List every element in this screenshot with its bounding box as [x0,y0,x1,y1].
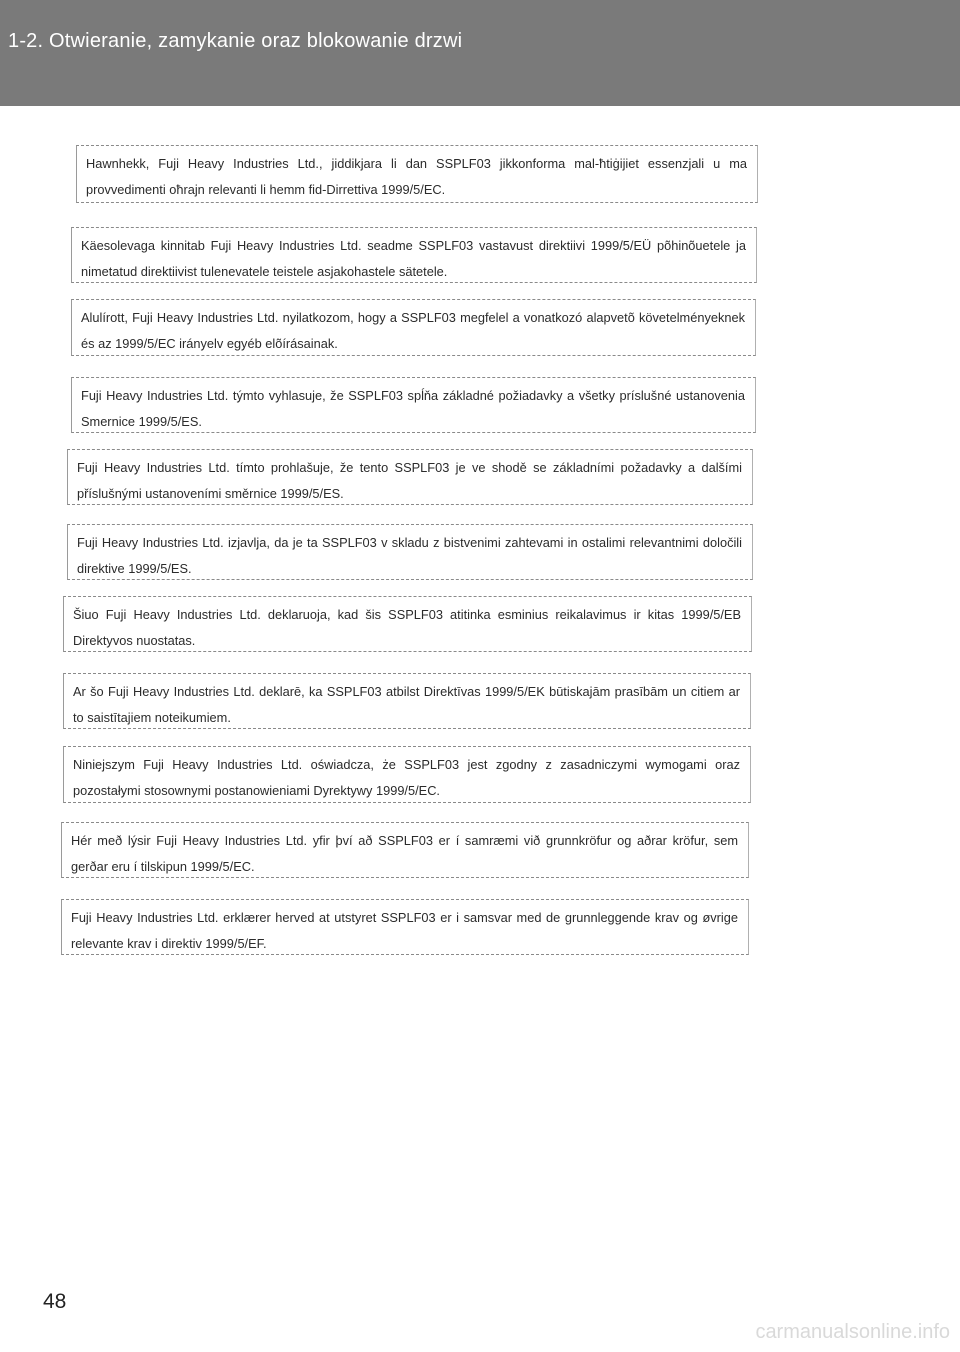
declaration-czech: Fuji Heavy Industries Ltd. tímto prohlašuje, že tento SSPLF03 je ve shodě se základními požadavky a dalšími příslušnými ustanoveními směrnice 1999/5/ES. [67,449,753,505]
declaration-slovenian: Fuji Heavy Industries Ltd. izjavlja, da je ta SSPLF03 v skladu z bistvenimi zahtevami in ostalimi relevantnimi določili direktive 1999/5/ES. [67,524,753,580]
declaration-norwegian: Fuji Heavy Industries Ltd. erklærer herved at utstyret SSPLF03 er i samsvar med de grunnleggende krav og øvrige relevante krav i direktiv 1999/5/EF. [61,899,749,955]
page-title: 1-2. Otwieranie, zamykanie oraz blokowanie drzwi [8,30,463,52]
declaration-latvian: Ar šo Fuji Heavy Industries Ltd. deklarē, ka SSPLF03 atbilst Direktīvas 1999/5/EK būtiskajām prasībām un citiem ar to saistītajiem noteikumiem. [63,673,751,729]
page-number: 48 [43,1290,67,1313]
declaration-lithuanian: Šiuo Fuji Heavy Industries Ltd. deklaruoja, kad šis SSPLF03 atitinka esminius reikalavimus ir kitas 1999/5/EB Direktyvos nuostatas. [63,596,752,652]
declaration-estonian: Käesolevaga kinnitab Fuji Heavy Industries Ltd. seadme SSPLF03 vastavust direktiivi 1999/5/EÜ põhinõuetele ja nimetatud direktiivist tulenevatele teistele asjakohastele sätetele. [71,227,757,283]
declaration-maltese: Hawnhekk, Fuji Heavy Industries Ltd., jiddikjara li dan SSPLF03 jikkonforma mal-ħtiġijiet essenzjali u ma provvedimenti oħrajn relevanti li hemm fid-Dirrettiva 1999/5/EC. [76,145,758,203]
declaration-icelandic: Hér með lýsir Fuji Heavy Industries Ltd. yfir því að SSPLF03 er í samræmi við grunnkröfur og aðrar kröfur, sem gerðar eru í tilskipun 1999/5/EC. [61,822,749,878]
watermark: carmanualsonline.info [755,1321,950,1343]
declaration-slovak: Fuji Heavy Industries Ltd. týmto vyhlasuje, že SSPLF03 spĺňa základné požiadavky a všetky príslušné ustanovenia Smernice 1999/5/ES. [71,377,756,433]
declaration-hungarian: Alulírott, Fuji Heavy Industries Ltd. nyilatkozom, hogy a SSPLF03 megfelel a vonatkozó alapvetõ követelményeknek és az 1999/5/EC irányelv egyéb elõírásainak. [71,299,756,356]
declaration-polish: Niniejszym Fuji Heavy Industries Ltd. oświadcza, że SSPLF03 jest zgodny z zasadniczymi wymogami oraz pozostałymi stosownymi postanowieniami Dyrektywy 1999/5/EC. [63,746,751,803]
